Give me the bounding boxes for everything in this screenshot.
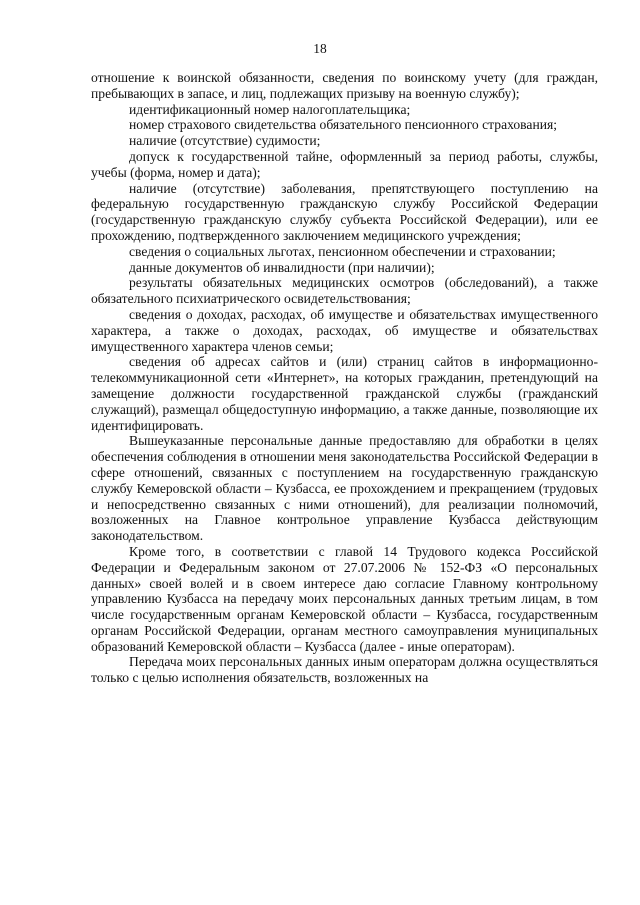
paragraph-transfer-consent: Кроме того, в соответствии с главой 14 Трудового кодекса Российской Федерации и Федеральным законом от 27.07.2006 № 152-ФЗ «О персональных данных» своей волей и в своем интересе даю согласие Главному контрольному управлению Кузбасса на передачу моих персональных данных третьим лицам, в том числе государственным органам Кемеровской области – Кузбасса, государственным органам Российской Федерации, органам местного самоуправления муниципальных образований Кемеровской области – Кузбасса (далее - иные операторам). [91,543,598,654]
paragraph-taxpayer-id: идентификационный номер налогоплательщика; [129,101,411,117]
paragraph-military-service: отношение к воинской обязанности, сведения по воинскому учету (для граждан, пребывающих в запасе, и лиц, подлежащих призыву на военную службу); [91,70,598,101]
paragraph-transfer-conditions: Передача моих персональных данных иным операторам должна осуществляться только с целью исполнения обязательств, возложенных на [91,654,598,686]
paragraph-internet-sites: сведения об адресах сайтов и (или) страниц сайтов в информационно-телекоммуникационной сети «Интернет», на которых гражданин, претендующий на замещение должности государственной гражданской службы (гражданский служащий), размещал общедоступную информацию, а также данные, позволяющие их идентифицировать. [91,354,598,433]
paragraph-medical-exams: результаты обязательных медицинских осмотров (обследований), а также обязательного психиатрического освидетельствования; [91,275,598,307]
paragraph-insurance-certificate: номер страхового свидетельства обязательного пенсионного страхования; [129,117,558,133]
paragraph-criminal-record: наличие (отсутствие) судимости; [129,133,321,149]
paragraph-income-property: сведения о доходах, расходах, об имуществе и обязательствах имущественного характера, а также о доходах, расходах, об имуществе и обязательствах имущественного характера членов семьи; [91,306,598,354]
paragraph-processing-purpose: Вышеуказанные персональные данные предоставляю для обработки в целях обеспечения соблюдения в отношении меня законодательства Российской Федерации в сфере отношений, связанных с поступлением на государственную гражданскую службу Кемеровской области – Кузбасса, ее прохождением и прекращением (трудовых и непосредственно связанных с ними отношений), для реализации полномочий, возложенных на Главное контрольное управление Кузбасса действующим законодательством. [91,433,598,544]
document-body [91,70,598,686]
paragraph-disability: данные документов об инвалидности (при наличии); [129,259,435,275]
page-number: 18 [313,41,327,56]
paragraph-social-benefits: сведения о социальных льготах, пенсионном обеспечении и страховании; [129,243,556,259]
paragraph-state-secret-access: допуск к государственной тайне, оформленный за период работы, службы, учебы (форма, номер и дата); [91,148,598,180]
paragraph-disease: наличие (отсутствие) заболевания, препятствующего поступлению на федеральную государственную гражданскую службу Российской Федерации (государственную гражданскую службу субъекта Российской Федерации), или ее прохождению, подтвержденного заключением медицинского учреждения; [91,180,598,243]
